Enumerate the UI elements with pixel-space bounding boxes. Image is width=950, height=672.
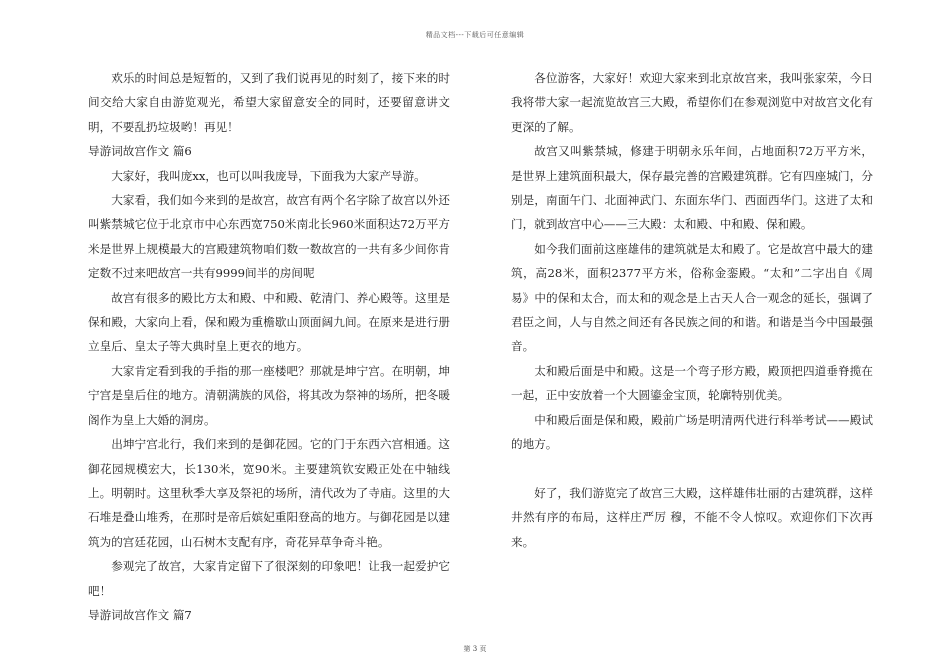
paragraph: 欢乐的时间总是短暂的，又到了我们说再见的时刻了，接下来的时间交给大家自由游览观光，希望大家留意安全的同时，还要留意讲文明，不要乱扔垃圾哟！再见！	[88, 71, 450, 134]
paragraph: 如今我们面前这座雄伟的建筑就是太和殿了。它是故宫中最大的建筑，高28米，面积2377平方米，俗称金銮殿。“太和”二字出自《周易》中的保和太合，而太和的观念是上古天人合一观念的延长，强调了君臣之间，人与自然之间还有各民族之间的和谐。和谐是当今中国最强音。	[511, 241, 873, 354]
page-header: 精品文档---下载后可任意编辑	[425, 31, 525, 39]
section-heading: 导游词故宫作文 篇7	[88, 607, 192, 622]
paragraph: 太和殿后面是中和殿。这是一个弯子形方殿，殿顶把四道垂脊揽在一起，正中安放着一个大圆鎏金宝顶，轮廓特别优美。	[511, 363, 873, 403]
paragraph: 大家好，我叫庞xx，也可以叫我庞导，下面我为大家产导游。	[111, 168, 426, 183]
paragraph: 故宫又叫紫禁城，修建于明朝永乐年间，占地面积72万平方米，是世界上建筑面积最大，保存最完善的宫殿建筑群。它有四座城门，分别是，南面午门、北面神武门、东面东华门、西面西华门。这进了太和门，就到故宫中心——三大殿：太和殿、中和殿、保和殿。	[511, 144, 873, 232]
right-column	[511, 66, 873, 554]
paragraph: 参观完了故宫，大家肯定留下了很深刻的印象吧！让我一起爱护它吧！	[88, 559, 450, 598]
paragraph: 故宫有很多的殿比方太和殿、中和殿、乾清门、养心殿等。这里是保和殿，大家向上看，保和殿为重檐歇山顶面阔九间。在原来是进行册立皇后、皇太子等大典时皇上更衣的地方。	[88, 290, 450, 354]
paragraph: 中和殿后面是保和殿，殿前广场是明清两代进行科举考试——殿试的地方。	[511, 412, 873, 452]
paragraph: 大家肯定看到我的手指的那一座楼吧？那就是坤宁宫。在明朝，坤宁宫是皇后住的地方。清朝满族的风俗，将其改为祭神的场所，把冬暖阁作为皇上大婚的洞房。	[88, 363, 450, 427]
left-column	[88, 66, 450, 627]
section-heading: 导游词故宫作文 篇6	[88, 144, 192, 159]
paragraph: 各位游客，大家好！欢迎大家来到北京故宫来，我叫张家荣，今日我将带大家一起流览故宫三大殿，希望你们在参观浏览中对故宫文化有更深的了解。	[511, 71, 873, 134]
page-number: 第 3 页	[463, 645, 487, 653]
paragraph: 大家看，我们如今来到的是故宫，故宫有两个名字除了故宫以外还叫紫禁城它位于北京市中心东西宽750米南北长960米面积达72万平方米是世界上规模最大的宫殿建筑物咱们数一数故宫的一共有多少间你肯定数不过来吧故宫一共有9999间半的房间呢	[88, 193, 450, 281]
paragraph: 好了，我们游览完了故宫三大殿，这样雄伟壮丽的古建筑群，这样井然有序的布局，这样庄严厉 穆，不能不令人惊叹。欢迎你们下次再来。	[511, 485, 873, 549]
paragraph: 出坤宁宫北行，我们来到的是御花园。它的门于东西六宫相通。这御花园规模宏大，长130米，宽90米。主要建筑钦安殿正处在中轴线上。明朝时。这里秋季大享及祭祀的场所，清代改为了寺庙。这里的大石堆是叠山堆秀，在那时是帝后嫔妃重阳登高的地方。与御花园是以建筑为的宫廷花园，山石树木支配有序，奇花异草争奇斗艳。	[88, 437, 450, 549]
